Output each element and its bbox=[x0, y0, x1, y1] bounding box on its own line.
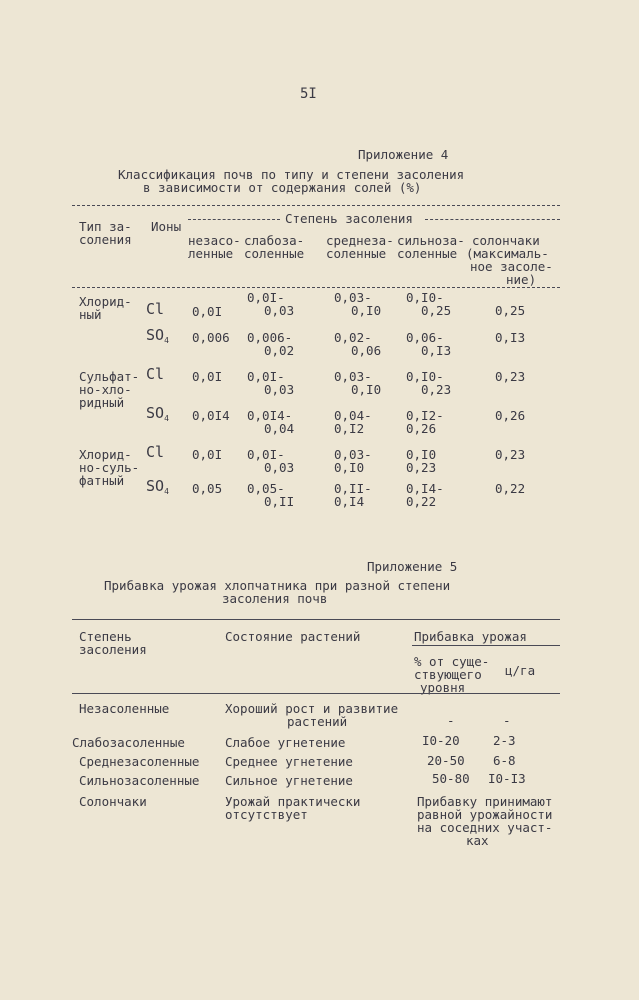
header-c5-l3: ное засоле- bbox=[470, 259, 553, 274]
cell-c2b: 0,03 bbox=[264, 382, 295, 397]
cell-c3a: 0,03- bbox=[334, 290, 372, 305]
header-c5-l1: солончаки bbox=[472, 233, 540, 248]
cell-c4a: 0,06- bbox=[406, 330, 444, 345]
cell-c3b: 0,I0 bbox=[334, 460, 365, 475]
row-state-l1: Слабое угнетение bbox=[225, 735, 346, 750]
cell-c2a: 0,0I- bbox=[247, 447, 285, 462]
cell-c2b: 0,03 bbox=[264, 460, 295, 475]
cell-c2b: 0,02 bbox=[264, 343, 295, 358]
row-note-l3: на соседних участ- bbox=[417, 820, 553, 835]
row-state-l1: Среднее угнетение bbox=[225, 754, 353, 769]
group-name-l3: ридный bbox=[79, 395, 125, 410]
header-pct-l2: ствующего bbox=[414, 667, 482, 682]
cell-c5: 0,26 bbox=[495, 408, 526, 423]
header-c1-l2: ленные bbox=[188, 246, 234, 261]
group-name-l1: Сульфат- bbox=[79, 369, 140, 384]
cell-c3b: 0,I0 bbox=[351, 303, 382, 318]
header-state: Состояние растений bbox=[225, 629, 361, 644]
cell-c2a: 0,006- bbox=[247, 330, 293, 345]
ion-symbol: $SO_4$ bbox=[146, 404, 169, 423]
cell-c4b: 0,I3 bbox=[421, 343, 452, 358]
table2-top-rule bbox=[72, 619, 560, 620]
row-cha: - bbox=[503, 713, 511, 728]
cell-c2b: 0,03 bbox=[264, 303, 295, 318]
header-gain: Прибавка урожая bbox=[414, 629, 527, 644]
group-name-l2: ный bbox=[79, 307, 102, 322]
ion-symbol: $SO_4$ bbox=[146, 326, 169, 345]
cell-c4a: 0,I0 bbox=[406, 447, 437, 462]
header-c3-l1: среднеза- bbox=[326, 233, 394, 248]
row-note-l4: ках bbox=[466, 833, 489, 848]
row-note-l2: равной урожайности bbox=[417, 807, 553, 822]
row-note-l1: Прибавку принимают bbox=[417, 794, 553, 809]
table2-header-rule bbox=[72, 693, 560, 694]
header-c1-l1: незасо- bbox=[188, 233, 241, 248]
header-cha: ц/га bbox=[505, 663, 536, 678]
group-name-l1: Хлорид- bbox=[79, 447, 132, 462]
cell-c2a: 0,0I4- bbox=[247, 408, 293, 423]
cell-c3b: 0,06 bbox=[351, 343, 382, 358]
ion-symbol: Cl bbox=[146, 443, 165, 461]
cell-c1: 0,0I bbox=[192, 369, 223, 384]
cell-c3a: 0,02- bbox=[334, 330, 372, 345]
group-name-l2: но-суль- bbox=[79, 460, 140, 475]
row-state-l1: Сильное угнетение bbox=[225, 773, 353, 788]
table-top-rule bbox=[72, 205, 560, 206]
cell-c4a: 0,I0- bbox=[406, 290, 444, 305]
header-type-l2: соления bbox=[79, 232, 132, 247]
row-cha: 6-8 bbox=[493, 753, 516, 768]
cell-c5: 0,23 bbox=[495, 447, 526, 462]
appendix5-title-line2: засоления почв bbox=[222, 591, 328, 606]
appendix5-label: Приложение 5 bbox=[367, 559, 458, 574]
cell-c4a: 0,I4- bbox=[406, 481, 444, 496]
group-name-l2: но-хло- bbox=[79, 382, 132, 397]
cell-c3a: 0,04- bbox=[334, 408, 372, 423]
header-c5-l2: (максималь- bbox=[466, 246, 549, 261]
header-degree-l1: Степень bbox=[79, 629, 132, 644]
appendix4-label: Приложение 4 bbox=[358, 147, 449, 162]
cell-c1: 0,0I bbox=[192, 447, 223, 462]
row-state-l1: Хороший рост и развитие bbox=[225, 701, 399, 716]
cell-c3a: 0,II- bbox=[334, 481, 372, 496]
row-pct: I0-20 bbox=[422, 733, 460, 748]
group-name-l1: Хлорид- bbox=[79, 294, 132, 309]
cell-c2a: 0,0I- bbox=[247, 290, 285, 305]
cell-c3b: 0,I0 bbox=[351, 382, 382, 397]
header-c4-l2: соленные bbox=[397, 246, 458, 261]
row-degree: Солончаки bbox=[79, 794, 147, 809]
cell-c3a: 0,03- bbox=[334, 369, 372, 384]
row-state-l2: отсутствует bbox=[225, 807, 308, 822]
header-c2-l2: соленные bbox=[244, 246, 305, 261]
ion-symbol: Cl bbox=[146, 365, 165, 383]
page-number: 5I bbox=[300, 86, 317, 102]
row-cha: I0-I3 bbox=[488, 771, 526, 786]
row-pct: 20-50 bbox=[427, 753, 465, 768]
header-bottom-rule bbox=[72, 287, 560, 288]
cell-c5: 0,23 bbox=[495, 369, 526, 384]
cell-c2a: 0,05- bbox=[247, 481, 285, 496]
cell-c4b: 0,23 bbox=[406, 460, 437, 475]
header-c5-l4: ние) bbox=[506, 272, 537, 287]
cell-c5: 0,I3 bbox=[495, 330, 526, 345]
cell-c4b: 0,26 bbox=[406, 421, 437, 436]
appendix4-title-line1: Классификация почв по типу и степени засоления bbox=[118, 167, 465, 182]
gain-rule bbox=[412, 645, 560, 646]
row-pct: 50-80 bbox=[432, 771, 470, 786]
cell-c2b: 0,04 bbox=[264, 421, 295, 436]
cell-c2b: 0,II bbox=[264, 494, 295, 509]
cell-c3b: 0,I2 bbox=[334, 421, 365, 436]
row-degree: Слабозасоленные bbox=[72, 735, 185, 750]
row-degree: Среднезасоленные bbox=[79, 754, 200, 769]
cell-c1: 0,006 bbox=[192, 330, 230, 345]
ion-symbol: Cl bbox=[146, 300, 165, 318]
header-degree-l2: засоления bbox=[79, 642, 147, 657]
row-degree: Незасоленные bbox=[79, 701, 170, 716]
degree-rule-right bbox=[425, 219, 560, 220]
header-c3-l2: соленные bbox=[326, 246, 387, 261]
header-pct-l3: уровня bbox=[420, 680, 466, 695]
row-cha: 2-3 bbox=[493, 733, 516, 748]
degree-rule-left bbox=[188, 219, 280, 220]
cell-c1: 0,05 bbox=[192, 481, 223, 496]
header-type-l1: Тип за- bbox=[79, 219, 132, 234]
row-pct: - bbox=[447, 713, 455, 728]
ion-symbol: $SO_4$ bbox=[146, 477, 169, 496]
cell-c4b: 0,22 bbox=[406, 494, 437, 509]
cell-c4b: 0,25 bbox=[421, 303, 452, 318]
appendix4-title-line2: в зависимости от содержания солей (%) bbox=[143, 180, 422, 195]
header-c4-l1: сильноза- bbox=[397, 233, 465, 248]
cell-c5: 0,25 bbox=[495, 303, 526, 318]
cell-c5: 0,22 bbox=[495, 481, 526, 496]
header-degree: Степень засоления bbox=[285, 211, 413, 226]
cell-c1: 0,0I bbox=[192, 304, 223, 319]
cell-c3a: 0,03- bbox=[334, 447, 372, 462]
cell-c3b: 0,I4 bbox=[334, 494, 365, 509]
row-degree: Сильнозасоленные bbox=[79, 773, 200, 788]
cell-c4a: 0,I0- bbox=[406, 369, 444, 384]
header-pct-l1: % от суще- bbox=[414, 654, 490, 669]
header-ions: Ионы bbox=[151, 219, 182, 234]
cell-c1: 0,0I4 bbox=[192, 408, 230, 423]
cell-c2a: 0,0I- bbox=[247, 369, 285, 384]
appendix5-title-line1: Прибавка урожая хлопчатника при разной степени bbox=[104, 578, 451, 593]
row-state-l1: Урожай практически bbox=[225, 794, 361, 809]
cell-c4b: 0,23 bbox=[421, 382, 452, 397]
group-name-l3: фатный bbox=[79, 473, 125, 488]
row-state-l2: растений bbox=[287, 714, 348, 729]
header-c2-l1: слабоза- bbox=[244, 233, 305, 248]
cell-c4a: 0,I2- bbox=[406, 408, 444, 423]
